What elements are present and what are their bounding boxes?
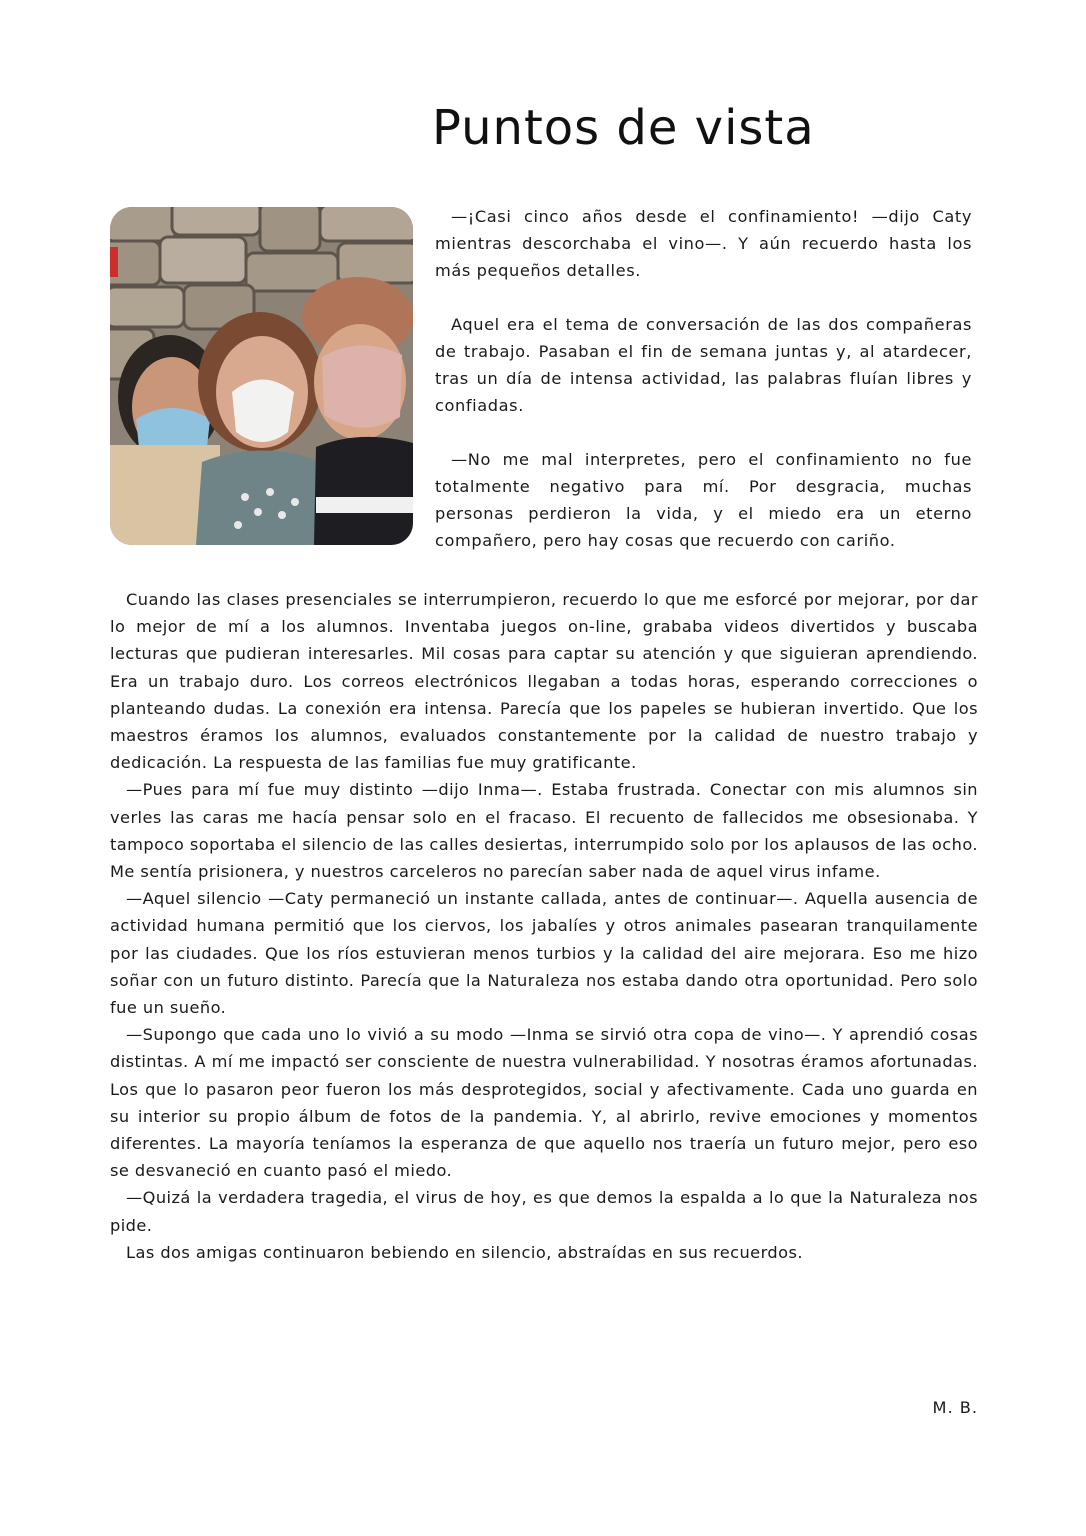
body-paragraph: Cuando las clases presenciales se interrumpieron, recuerdo lo que me esforcé por mejorar, por dar lo mejor de mí a los alumnos. Inventaba juegos on-line, grababa videos divertidos y buscaba lecturas que pudieran interesarles. Mil cosas para captar su atención y que siguieran aprendiendo. Era un trabajo duro. Los correos electrónicos llegaban a todas horas, esperando correcciones o planteando dudas. La conexión era intensa. Parecía que los papeles se hubieran invertido. Que los maestros éramos los alumnos, evaluados constantemente por la calidad de nuestro trabajo y dedicación. La respuesta de las familias fue muy gratificante.: [110, 590, 978, 773]
intro-paragraph: Aquel era el tema de conversación de las dos compañeras de trabajo. Pasaban el fin de semana juntas y, al atardecer, tras un día de intensa actividad, las palabras fluían libres y confiadas.: [435, 315, 972, 415]
body-paragraph: —Quizá la verdadera tragedia, el virus de hoy, es que demos la espalda a lo que la Naturaleza nos pide.: [110, 1188, 978, 1235]
body-paragraph: —Pues para mí fue muy distinto —dijo Inma—. Estaba frustrada. Conectar con mis alumnos sin verles las caras me hacía pensar solo en el fracaso. El recuento de fallecidos me obsesionaba. Y tampoco soportaba el silencio de las calles desiertas, interrumpido solo por los aplausos de las ocho. Me sentía prisionera, y nuestros carceleros no parecían saber nada de aquel virus infame.: [110, 780, 978, 882]
intro-text: [435, 203, 972, 554]
body-paragraph: —Aquel silencio —Caty permaneció un instante callada, antes de continuar—. Aquella ausencia de actividad humana permitió que los ciervos, los jabalíes y otros animales pasearan tranquilamente por las ciudades. Que los ríos estuvieran menos turbios y la calidad del aire mejorara. Eso me hizo soñar con un futuro distinto. Parecía que la Naturaleza nos estaba dando otra oportunidad. Pero solo fue un sueño.: [110, 889, 978, 1018]
body-paragraph: —Supongo que cada uno lo vivió a su modo —Inma se sirvió otra copa de vino—. Y aprendió cosas distintas. A mí me impactó ser consciente de nuestra vulnerabilidad. Y nosotras éramos afortunadas. Los que lo pasaron peor fueron los más desprotegidos, social y afectivamente. Cada uno guarda en su interior su propio álbum de fotos de la pandemia. Y, al abrirlo, revive emociones y momentos diferentes. La mayoría teníamos la esperanza de que aquello nos traería un futuro mejor, pero eso se desvaneció en cuanto pasó el miedo.: [110, 1025, 978, 1181]
body-text: [110, 586, 978, 1266]
intro-paragraph: —¡Casi cinco años desde el confinamiento! —dijo Caty mientras descorchaba el vino—. Y aún recuerdo hasta los más pequeños detalles.: [435, 207, 972, 280]
author-signature: M. B.: [932, 1398, 978, 1417]
page-title: Puntos de vista: [432, 100, 815, 156]
intro-paragraph: —No me mal interpretes, pero el confinamiento no fue totalmente negativo para mí. Por desgracia, muchas personas perdieron la vida, y el miedo era un eterno compañero, pero hay cosas que recuerdo con cariño.: [435, 450, 972, 550]
photo-three-women-masks: [110, 207, 413, 545]
body-paragraph: Las dos amigas continuaron bebiendo en silencio, abstraídas en sus recuerdos.: [126, 1242, 803, 1262]
